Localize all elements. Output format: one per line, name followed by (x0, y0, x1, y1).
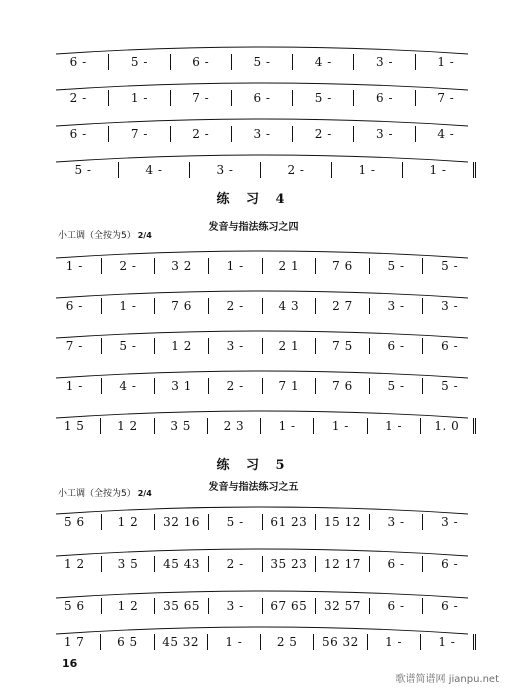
exercise-subtitle: 发音与指法练习之四 (208, 222, 299, 233)
measure: 7 6 (315, 258, 369, 274)
measure: 1 - (420, 634, 476, 650)
measure-list (48, 634, 476, 650)
measure: 1 2 (100, 418, 153, 434)
measure: 7 6 (315, 378, 369, 394)
measure: 1 5 (63, 419, 85, 433)
measure: 1 - (208, 258, 262, 274)
slur-arc (48, 408, 476, 418)
page-number: 16 (62, 657, 78, 670)
measure: 32 16 (154, 514, 208, 530)
measure: 6 - (65, 299, 83, 313)
measure: 1 2 (154, 338, 208, 354)
staff-row (48, 288, 476, 314)
staff-row (48, 248, 476, 274)
measure-list (48, 514, 476, 530)
measure: 6 - (69, 127, 87, 141)
measure: 2 - (292, 126, 353, 142)
measure: 2 - (170, 126, 231, 142)
measure-list (48, 378, 476, 394)
staff-row (48, 588, 476, 614)
staff-row (48, 368, 476, 394)
measure: 1 - (207, 634, 260, 650)
measure: 7 5 (315, 338, 369, 354)
measure: 7 - (170, 90, 231, 106)
exercise-title: 练 习 4 (216, 192, 291, 207)
measure: 3 1 (154, 378, 208, 394)
measure: 2 5 (260, 634, 313, 650)
time-signature: 2/4 (137, 231, 152, 240)
measure-list (48, 298, 476, 314)
exercise-subtitle: 发音与指法练习之五 (208, 482, 299, 493)
key-text: 小工调（全按为5） (58, 231, 136, 241)
measure: 6 5 (100, 634, 153, 650)
slur-arc (48, 546, 476, 556)
measure: 1 - (108, 90, 169, 106)
measure: 35 65 (154, 598, 208, 614)
measure: 56 32 (313, 634, 366, 650)
measure: 1 - (313, 418, 366, 434)
measure: 5 - (208, 514, 262, 530)
slur-arc (48, 368, 476, 378)
measure: 1 - (402, 162, 476, 178)
measure: 2 - (101, 258, 155, 274)
measure: 1. 0 (420, 418, 476, 434)
measure: 6 - (353, 90, 414, 106)
measure: 3 - (369, 514, 423, 530)
watermark: 歌谱简谱网 jianpu.net (395, 674, 499, 685)
slur-arc (48, 504, 476, 514)
staff-row (48, 546, 476, 572)
measure: 5 - (422, 378, 476, 394)
measure: 12 17 (315, 556, 369, 572)
slur-arc (48, 80, 476, 90)
measure: 1 - (367, 634, 420, 650)
measure-list (48, 418, 476, 434)
measure: 2 - (208, 556, 262, 572)
measure: 5 - (369, 378, 423, 394)
measure-list (48, 90, 476, 106)
measure: 2 - (69, 91, 87, 105)
measure: 1 - (367, 418, 420, 434)
staff-row (48, 152, 476, 178)
measure: 3 5 (154, 418, 207, 434)
measure-list (48, 556, 476, 572)
measure: 4 - (415, 126, 476, 142)
measure: 4 - (101, 378, 155, 394)
measure: 35 23 (262, 556, 316, 572)
measure: 1 2 (101, 514, 155, 530)
measure: 5 - (422, 258, 476, 274)
measure: 1 - (101, 298, 155, 314)
measure-list (48, 338, 476, 354)
measure: 3 - (208, 598, 262, 614)
slur-arc (48, 624, 476, 634)
measure-list (48, 258, 476, 274)
measure: 6 - (369, 338, 423, 354)
measure: 5 - (108, 54, 169, 70)
measure: 2 7 (315, 298, 369, 314)
measure: 45 43 (154, 556, 208, 572)
measure: 1 2 (101, 598, 155, 614)
measure: 2 3 (207, 418, 260, 434)
exercise-title: 练 习 5 (216, 458, 291, 473)
measure: 1 2 (64, 557, 85, 571)
measure: 6 - (170, 54, 231, 70)
measure: 5 6 (64, 599, 85, 613)
measure: 6 - (69, 55, 87, 69)
measure: 4 3 (262, 298, 316, 314)
measure: 3 - (369, 298, 423, 314)
key-signature (58, 486, 152, 499)
measure: 5 - (101, 338, 155, 354)
measure: 5 6 (64, 515, 85, 529)
measure: 3 - (189, 162, 260, 178)
measure: 7 - (108, 126, 169, 142)
measure: 2 - (208, 378, 262, 394)
measure: 67 65 (262, 598, 316, 614)
slur-arc (48, 328, 476, 338)
measure: 6 - (422, 338, 476, 354)
measure: 3 - (208, 338, 262, 354)
staff-row (48, 328, 476, 354)
time-signature: 2/4 (137, 489, 152, 498)
measure: 15 12 (315, 514, 369, 530)
measure-list (48, 126, 476, 142)
measure: 5 - (292, 90, 353, 106)
slur-arc (48, 44, 476, 54)
measure: 3 - (353, 54, 414, 70)
measure: 2 1 (262, 338, 316, 354)
measure: 1 - (65, 379, 83, 393)
staff-row (48, 80, 476, 106)
measure: 4 - (118, 162, 189, 178)
staff-row (48, 504, 476, 530)
staff-row (48, 116, 476, 142)
measure: 1 7 (63, 635, 85, 649)
measure: 1 - (65, 259, 83, 273)
staff-row (48, 624, 476, 650)
measure: 32 57 (315, 598, 369, 614)
measure: 2 - (260, 162, 331, 178)
slur-arc (48, 248, 476, 258)
measure-list (48, 54, 476, 70)
measure: 6 - (231, 90, 292, 106)
key-text: 小工调（全按为5） (58, 489, 136, 499)
measure: 3 - (231, 126, 292, 142)
measure: 2 - (208, 298, 262, 314)
measure: 3 5 (101, 556, 155, 572)
measure: 3 - (422, 514, 476, 530)
measure: 3 - (353, 126, 414, 142)
measure: 7 - (65, 339, 83, 353)
measure: 7 - (415, 90, 476, 106)
slur-arc (48, 288, 476, 298)
measure-list (48, 162, 476, 178)
measure: 1 - (415, 54, 476, 70)
measure: 5 - (369, 258, 423, 274)
measure: 7 6 (154, 298, 208, 314)
staff-row (48, 44, 476, 70)
measure: 6 - (369, 556, 423, 572)
slur-arc (48, 152, 476, 162)
measure: 6 - (369, 598, 423, 614)
measure: 61 23 (262, 514, 316, 530)
measure: 5 - (231, 54, 292, 70)
slur-arc (48, 116, 476, 126)
measure: 6 - (422, 556, 476, 572)
key-signature (58, 228, 152, 241)
measure-list (48, 598, 476, 614)
measure: 6 - (422, 598, 476, 614)
measure: 1 - (331, 162, 402, 178)
measure: 45 32 (154, 634, 207, 650)
measure: 1 - (260, 418, 313, 434)
measure: 7 1 (262, 378, 316, 394)
measure: 5 - (74, 163, 92, 177)
measure: 3 - (422, 298, 476, 314)
staff-row (48, 408, 476, 434)
measure: 3 2 (154, 258, 208, 274)
measure: 2 1 (262, 258, 316, 274)
measure: 4 - (292, 54, 353, 70)
slur-arc (48, 588, 476, 598)
